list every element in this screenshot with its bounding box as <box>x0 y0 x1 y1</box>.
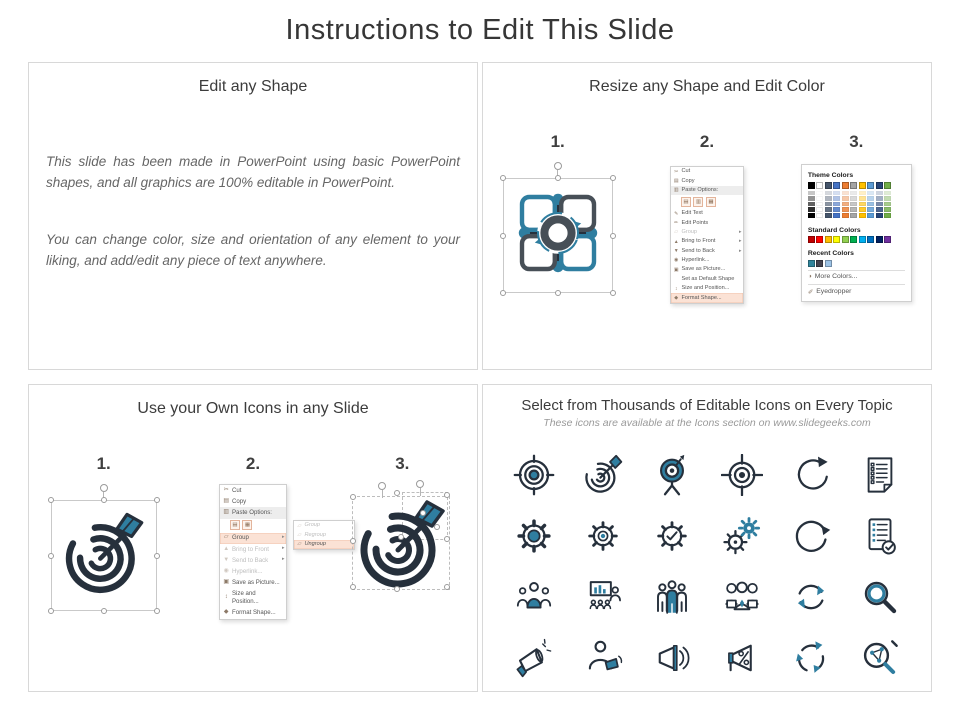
checklist-approved-icon <box>859 515 901 557</box>
menu-item-label: Save as Picture... <box>681 266 726 273</box>
color-swatch[interactable] <box>842 182 849 189</box>
menu-item-icon: ✂ <box>674 168 679 175</box>
color-swatch[interactable] <box>876 236 883 243</box>
color-tint-swatch[interactable] <box>825 202 832 207</box>
context-menu <box>219 484 287 620</box>
color-tint-swatch[interactable] <box>842 196 849 201</box>
step-1 <box>29 454 178 620</box>
context-menu <box>670 166 744 304</box>
menu-item-icon: ↕ <box>224 594 228 601</box>
rotation-handle[interactable] <box>416 480 424 488</box>
color-swatch[interactable] <box>850 182 857 189</box>
color-swatch[interactable] <box>884 236 891 243</box>
color-swatch[interactable] <box>833 182 840 189</box>
menu-item-cut[interactable] <box>671 167 743 176</box>
icon-grid <box>499 453 915 680</box>
menu-item-label: Group <box>304 522 321 529</box>
panel-subtitle: These icons are available at the Icons section on www.slidegeeks.com <box>543 417 871 429</box>
announcer-icon <box>582 637 624 679</box>
menu-item-cut[interactable] <box>220 485 286 496</box>
steps-row <box>29 454 477 620</box>
icon-cell-gear-filled[interactable] <box>499 514 568 558</box>
color-tint-swatch[interactable] <box>842 191 849 196</box>
panel-title: Edit any Shape <box>198 78 308 95</box>
menu-item-label: Cut <box>231 486 242 494</box>
recent-colors-row <box>808 260 905 267</box>
menu-item-hyperlink[interactable] <box>671 256 743 265</box>
menu-item-paste-options[interactable] <box>671 186 743 195</box>
icon-cell-target-crosshair[interactable] <box>499 453 568 497</box>
selection-handle[interactable] <box>154 608 160 614</box>
menu-item-set-default-shape[interactable] <box>671 275 743 284</box>
color-tint-swatch[interactable] <box>816 202 823 207</box>
target-crosshair-icon <box>513 454 555 496</box>
selection-handle[interactable] <box>48 497 54 503</box>
color-tint-swatch[interactable] <box>884 202 891 207</box>
color-swatch[interactable] <box>816 182 823 189</box>
menu-item-label: Regroup <box>304 531 326 538</box>
selection-handle[interactable] <box>48 553 54 559</box>
color-tint-swatch[interactable] <box>884 213 891 218</box>
menu-item-icon: ▲ <box>223 545 230 552</box>
color-swatch[interactable] <box>859 182 866 189</box>
color-tint-swatch[interactable] <box>884 196 891 201</box>
color-tint-swatch[interactable] <box>816 196 823 201</box>
color-swatch[interactable] <box>833 236 840 243</box>
selection-handle[interactable] <box>500 290 506 296</box>
menu-item-label: Format Shape... <box>231 609 276 617</box>
menu-item-format-shape[interactable] <box>671 293 743 302</box>
selection-handle[interactable] <box>610 290 616 296</box>
icon-cell-checklist-approved[interactable] <box>846 514 915 558</box>
icon-cell-gear-small-core[interactable] <box>568 514 637 558</box>
ungrouped-icon-selection[interactable] <box>350 490 454 594</box>
rotation-handle[interactable] <box>378 482 386 490</box>
color-tint-swatch[interactable] <box>808 196 815 201</box>
target-dart-icon <box>352 494 452 594</box>
icon-cell-cycle-arrows[interactable] <box>776 636 845 680</box>
step-2 <box>632 132 781 304</box>
color-tint-swatch[interactable] <box>833 191 840 196</box>
color-swatch[interactable] <box>825 236 832 243</box>
menu-item-send-to-back[interactable] <box>671 247 743 256</box>
color-tint-swatch[interactable] <box>859 196 866 201</box>
icon-cell-announcer[interactable] <box>568 636 637 680</box>
icon-cell-double-gears[interactable] <box>707 514 776 558</box>
color-tint-swatch[interactable] <box>859 207 866 212</box>
submenu-item-regroup[interactable] <box>294 530 354 539</box>
menu-item-icon: ▱ <box>674 229 679 236</box>
standard-colors-label: Standard Colors <box>807 226 861 234</box>
color-swatch[interactable] <box>884 182 891 189</box>
color-tint-swatch[interactable] <box>876 202 883 207</box>
menu-item-icon: ◆ <box>674 294 679 301</box>
submenu-item-ungroup[interactable] <box>294 540 354 549</box>
selection-handle[interactable] <box>48 608 54 614</box>
paste-option-button[interactable]: ▦ <box>242 520 252 530</box>
color-swatch[interactable] <box>808 182 815 189</box>
step-number: 2. <box>245 454 261 473</box>
color-tint-swatch[interactable] <box>833 213 840 218</box>
eyedropper-icon: ✐ <box>807 288 814 296</box>
menu-item-label: Bring to Front <box>681 238 716 245</box>
standard-colors-row <box>808 236 905 243</box>
paste-option-button[interactable]: ▤ <box>230 520 240 530</box>
promo-megaphone-icon <box>721 637 763 679</box>
color-picker-panel <box>801 164 912 302</box>
selection-handle[interactable] <box>154 553 160 559</box>
menu-item-label: Edit Points <box>681 219 709 226</box>
menu-item-group[interactable] <box>220 533 286 544</box>
more-colors-label: More Colors... <box>814 273 858 281</box>
color-tint-swatch[interactable] <box>808 213 815 218</box>
color-tint-swatch[interactable] <box>833 207 840 212</box>
panel-title: Resize any Shape and Edit Color <box>589 78 825 95</box>
icon-cell-dartboard-stand[interactable] <box>638 453 707 497</box>
theme-colors-label: Theme Colors <box>807 172 854 179</box>
submenu-item-group[interactable] <box>294 521 354 530</box>
group-submenu <box>293 520 355 550</box>
panel-resize-shape <box>482 62 932 370</box>
menu-item-label: Send to Back <box>231 556 269 564</box>
gear-check-icon <box>652 516 692 556</box>
magnifier-icon <box>859 576 901 618</box>
menu-item-paste-options[interactable] <box>220 507 286 518</box>
selection-handle[interactable] <box>555 290 561 296</box>
menu-item-label: Group <box>681 228 698 235</box>
color-tint-swatch[interactable] <box>876 191 883 196</box>
crosshair-dot-icon <box>721 454 763 496</box>
selected-icon-frame[interactable] <box>51 500 157 611</box>
menu-item-label: Ungroup <box>304 540 326 547</box>
selection-handle[interactable] <box>101 608 107 614</box>
team-avatars-icon <box>721 576 763 618</box>
icon-cell-dartboard-dart[interactable] <box>568 453 637 497</box>
menu-item-edit-text[interactable] <box>671 209 743 218</box>
menu-item-label: Bring to Front <box>231 545 269 553</box>
menu-item-icon: ↕ <box>674 285 678 292</box>
menu-item-icon: ▱ <box>297 522 302 529</box>
color-tint-swatch[interactable] <box>867 191 874 196</box>
steps-row <box>483 132 931 304</box>
more-colors-item[interactable] <box>808 270 905 282</box>
theme-tints-grid <box>808 191 905 218</box>
presentation-chart-icon <box>582 576 624 618</box>
color-tint-swatch[interactable] <box>825 196 832 201</box>
rotation-handle[interactable] <box>554 162 562 170</box>
panel-icon-library <box>482 384 932 692</box>
icon-cell-document-checklist[interactable] <box>846 453 915 497</box>
selection-handle[interactable] <box>101 497 107 503</box>
dartboard-stand-icon <box>651 454 693 496</box>
color-tint-swatch[interactable] <box>876 196 883 201</box>
menu-item-label: Hyperlink... <box>681 257 710 264</box>
menu-item-edit-points[interactable] <box>671 218 743 227</box>
menu-item-copy[interactable] <box>671 176 743 185</box>
color-tint-swatch[interactable] <box>842 202 849 207</box>
cycle-arrows-icon <box>790 637 832 679</box>
color-tint-swatch[interactable] <box>867 207 874 212</box>
icon-cell-magnifier[interactable] <box>846 575 915 619</box>
color-swatch[interactable] <box>808 260 815 267</box>
paste-option-button[interactable]: ▤ <box>681 197 691 207</box>
icon-cell-refresh-circle[interactable] <box>776 514 845 558</box>
gear-filled-icon <box>513 515 555 557</box>
menu-item-bring-to-front[interactable] <box>671 237 743 246</box>
color-tint-swatch[interactable] <box>867 202 874 207</box>
selection-handle[interactable] <box>610 233 616 239</box>
icon-cell-promo-megaphone[interactable] <box>707 636 776 680</box>
color-tint-swatch[interactable] <box>833 196 840 201</box>
menu-item-icon: ▥ <box>673 187 679 194</box>
menu-item-label: Hyperlink... <box>231 568 263 576</box>
color-swatch[interactable] <box>842 236 849 243</box>
menu-item-label: Group <box>231 534 249 542</box>
color-tint-swatch[interactable] <box>850 202 857 207</box>
color-swatch[interactable] <box>825 182 832 189</box>
rotation-handle[interactable] <box>100 484 108 492</box>
color-tint-swatch[interactable] <box>867 213 874 218</box>
selection-handle[interactable] <box>154 497 160 503</box>
color-tint-swatch[interactable] <box>808 207 815 212</box>
color-wheel-icon: ◑ <box>807 273 812 281</box>
gear-small-core-icon <box>583 516 623 556</box>
color-tint-swatch[interactable] <box>816 213 823 218</box>
recent-colors-label: Recent Colors <box>807 250 854 258</box>
menu-item-send-to-back[interactable] <box>220 555 286 566</box>
menu-item-label: Edit Text <box>681 210 703 217</box>
page-title: Instructions to Edit This Slide <box>285 14 675 46</box>
menu-item-format-shape[interactable] <box>220 607 286 618</box>
menu-item-label: Copy <box>231 498 247 505</box>
selected-shape-frame[interactable] <box>503 178 613 293</box>
color-tint-swatch[interactable] <box>833 202 840 207</box>
menu-item-save-as-picture[interactable] <box>220 577 286 588</box>
color-tint-swatch[interactable] <box>850 191 857 196</box>
color-tint-swatch[interactable] <box>825 213 832 218</box>
menu-item-icon: ◉ <box>223 568 229 575</box>
menu-item-icon: ✂ <box>223 486 229 493</box>
menu-item-size-position[interactable] <box>671 284 743 293</box>
paste-option-button[interactable]: ▦ <box>706 197 716 207</box>
color-swatch[interactable] <box>816 236 823 243</box>
color-swatch[interactable] <box>876 182 883 189</box>
selection-handle[interactable] <box>555 175 561 181</box>
menu-item-group[interactable] <box>671 228 743 237</box>
target-dart-icon <box>58 507 150 599</box>
step-number: 3. <box>849 132 864 151</box>
panel-title: Use your Own Icons in any Slide <box>137 400 369 417</box>
sync-arrows-icon <box>790 576 832 618</box>
icon-cell-arrow-circle[interactable] <box>776 453 845 497</box>
color-tint-swatch[interactable] <box>842 213 849 218</box>
icon-cell-megaphone[interactable] <box>499 636 568 680</box>
theme-colors-row <box>808 182 905 189</box>
menu-item-save-as-picture[interactable] <box>671 265 743 274</box>
icon-cell-megaphone-waves[interactable] <box>638 636 707 680</box>
color-tint-swatch[interactable] <box>808 202 815 207</box>
color-tint-swatch[interactable] <box>876 207 883 212</box>
speaker-audience-icon <box>513 576 555 618</box>
refresh-circle-icon <box>790 515 832 557</box>
four-squares-shape-icon <box>510 185 606 281</box>
menu-item-icon: ▤ <box>673 177 679 184</box>
selection-handle[interactable] <box>500 233 506 239</box>
icon-cell-sync-arrows[interactable] <box>776 575 845 619</box>
icon-cell-presentation-chart[interactable] <box>568 575 637 619</box>
menu-item-icon: ✏ <box>674 219 679 226</box>
color-tint-swatch[interactable] <box>867 196 874 201</box>
icon-cell-team-avatars[interactable] <box>707 575 776 619</box>
color-tint-swatch[interactable] <box>816 207 823 212</box>
menu-item-label: Save as Picture... <box>231 579 280 587</box>
color-tint-swatch[interactable] <box>859 213 866 218</box>
color-tint-swatch[interactable] <box>816 191 823 196</box>
panel-title: Select from Thousands of Editable Icons on Every Topic <box>521 397 893 414</box>
menu-item-label: Paste Options: <box>231 509 272 517</box>
menu-item-bring-to-front[interactable] <box>220 544 286 555</box>
color-tint-swatch[interactable] <box>850 207 857 212</box>
team-group-icon <box>651 576 693 618</box>
color-swatch[interactable] <box>816 260 823 267</box>
selection-handle[interactable] <box>610 175 616 181</box>
menu-item-icon: ▼ <box>673 248 679 255</box>
step-3 <box>782 132 931 304</box>
menu-item-size-position[interactable] <box>220 589 286 608</box>
menu-item-icon: ▣ <box>223 579 230 586</box>
color-tint-swatch[interactable] <box>842 207 849 212</box>
menu-item-icon: ▱ <box>297 541 302 548</box>
eyedropper-label: Eyedropper <box>816 288 852 296</box>
color-swatch[interactable] <box>867 236 874 243</box>
icon-cell-gear-check[interactable] <box>638 514 707 558</box>
color-swatch[interactable] <box>867 182 874 189</box>
icon-cell-search-network[interactable] <box>846 636 915 680</box>
color-swatch[interactable] <box>808 236 815 243</box>
menu-item-icon: ▤ <box>223 498 230 505</box>
menu-item-copy[interactable] <box>220 496 286 507</box>
step-2 <box>178 454 327 620</box>
menu-item-label: Set as Default Shape <box>681 275 735 282</box>
color-tint-swatch[interactable] <box>850 213 857 218</box>
body-paragraph: This slide has been made in PowerPoint using basic PowerPoint shapes, and all graphics are 100% editable in PowerPoint. <box>46 154 460 190</box>
color-swatch[interactable] <box>859 236 866 243</box>
menu-item-icon: ▲ <box>673 238 679 245</box>
menu-item-icon: ◆ <box>223 609 229 616</box>
color-tint-swatch[interactable] <box>850 196 857 201</box>
step-number: 2. <box>699 132 715 151</box>
color-tint-swatch[interactable] <box>884 191 891 196</box>
color-swatch[interactable] <box>825 260 832 267</box>
menu-item-label: Size and Position... <box>681 285 730 292</box>
megaphone-icon <box>513 637 555 679</box>
body-paragraph: You can change color, size and orientation of any element to your liking, and add/edit any piece of text anywhere. <box>46 231 460 268</box>
menu-item-icon: ▱ <box>297 531 302 538</box>
menu-item-icon: ◉ <box>674 257 679 264</box>
dartboard-dart-icon <box>582 454 624 496</box>
color-tint-swatch[interactable] <box>876 213 883 218</box>
step-3 <box>328 454 477 620</box>
menu-item-label: Cut <box>681 168 691 175</box>
arrow-circle-icon <box>790 454 832 496</box>
paste-options-row <box>220 519 286 533</box>
menu-item-hyperlink[interactable] <box>220 566 286 577</box>
panel-own-icons <box>28 384 478 692</box>
step-number: 1. <box>96 454 111 473</box>
color-tint-swatch[interactable] <box>825 207 832 212</box>
step-number: 1. <box>550 132 565 151</box>
menu-item-label: Format Shape... <box>681 294 722 301</box>
menu-item-icon: ▥ <box>223 509 230 516</box>
document-checklist-icon <box>859 454 901 496</box>
menu-item-icon: ▼ <box>223 556 230 563</box>
icon-cell-crosshair-dot[interactable] <box>707 453 776 497</box>
eyedropper-item[interactable] <box>808 284 905 297</box>
menu-item-label: Paste Options: <box>681 186 719 193</box>
paste-option-button[interactable]: ▥ <box>693 197 703 207</box>
color-tint-swatch[interactable] <box>884 207 891 212</box>
color-tint-swatch[interactable] <box>825 191 832 196</box>
color-tint-swatch[interactable] <box>808 191 815 196</box>
menu-item-icon: ▱ <box>223 534 229 541</box>
menu-item-icon: ▣ <box>673 266 679 273</box>
paste-options-row <box>671 195 743 209</box>
color-tint-swatch[interactable] <box>859 202 866 207</box>
double-gears-icon <box>721 515 763 557</box>
megaphone-waves-icon <box>651 637 693 679</box>
menu-item-label: Send to Back <box>681 247 715 254</box>
step-number: 3. <box>395 454 410 473</box>
menu-item-label: Size and Position... <box>231 590 259 606</box>
icon-cell-speaker-audience[interactable] <box>499 575 568 619</box>
panel-edit-shape <box>28 62 478 370</box>
step-1 <box>483 132 632 304</box>
selection-handle[interactable] <box>500 175 506 181</box>
menu-item-icon: ✎ <box>674 210 679 217</box>
search-network-icon <box>859 637 901 679</box>
panel-grid <box>28 62 932 692</box>
color-tint-swatch[interactable] <box>859 191 866 196</box>
color-swatch[interactable] <box>850 236 857 243</box>
menu-item-label: Copy <box>681 177 695 184</box>
icon-cell-team-group[interactable] <box>638 575 707 619</box>
